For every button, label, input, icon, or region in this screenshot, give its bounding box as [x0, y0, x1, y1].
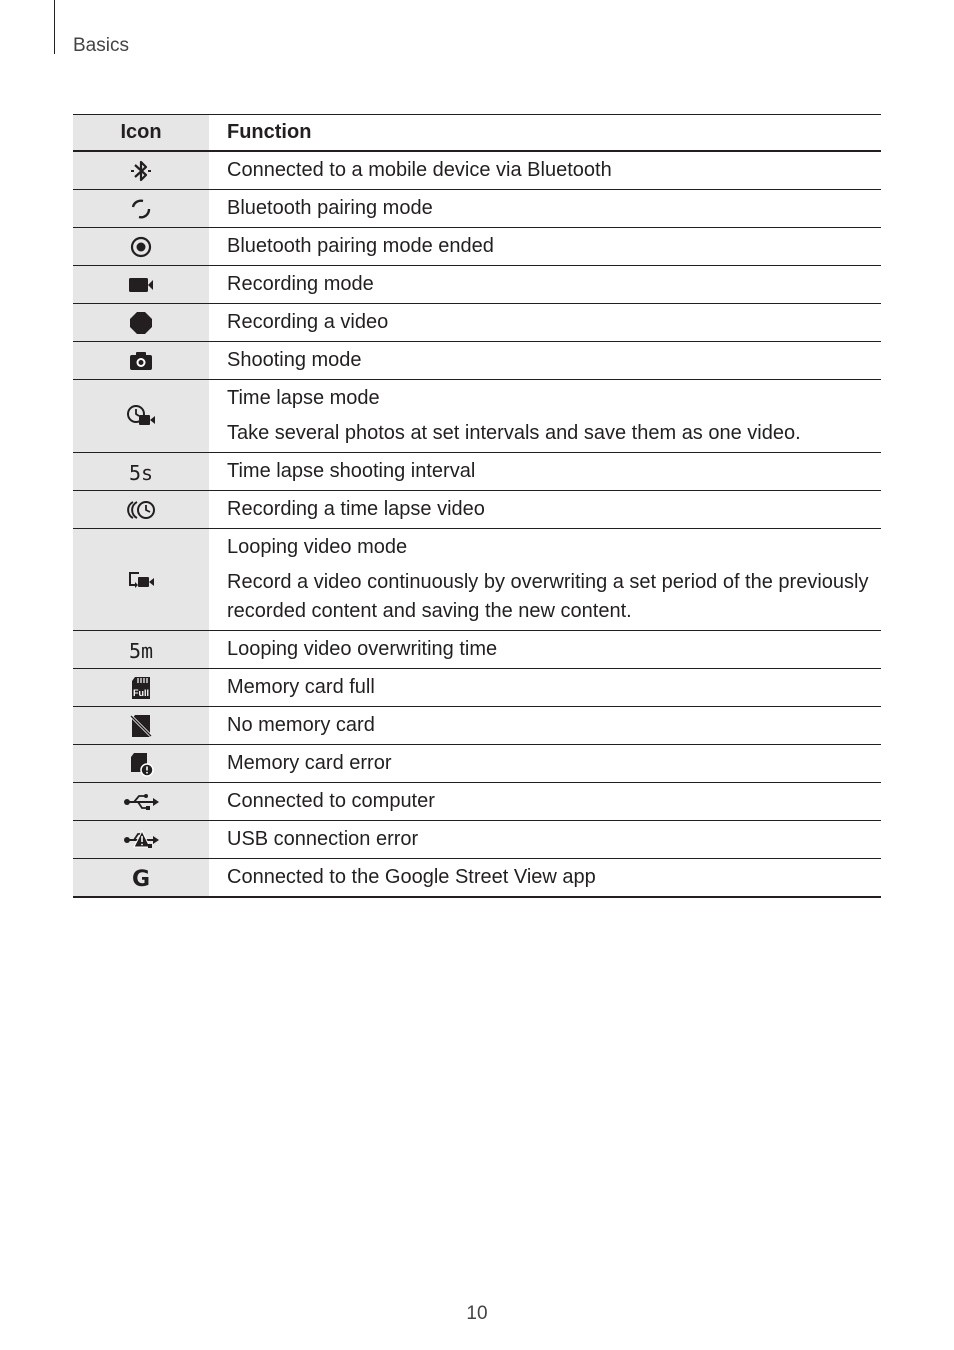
icon-cell — [73, 707, 209, 745]
table-header-row — [73, 115, 881, 152]
bluetooth-connected-icon — [127, 157, 155, 185]
function-cell — [209, 380, 881, 453]
table-row — [73, 821, 881, 859]
table-row — [73, 783, 881, 821]
icon-cell — [73, 669, 209, 707]
memory-card-error-icon — [127, 750, 155, 778]
bluetooth-pairing-ended-icon — [127, 233, 155, 261]
function-cell — [209, 266, 881, 304]
function-title: Recording a video — [227, 311, 389, 333]
function-title: Bluetooth pairing mode — [227, 197, 433, 219]
icon-cell — [73, 859, 209, 898]
interval-text: 5s — [128, 460, 154, 485]
page-number: 10 — [466, 1303, 488, 1324]
table-row — [73, 342, 881, 380]
function-title: Connected to computer — [227, 790, 435, 812]
icon-cell — [73, 453, 209, 491]
function-cell — [209, 707, 881, 745]
table-row — [73, 228, 881, 266]
table-row — [73, 266, 881, 304]
header-function: Function — [227, 121, 312, 143]
no-memory-card-icon — [127, 712, 155, 740]
function-title: Memory card full — [227, 676, 375, 698]
margin-rule — [54, 0, 55, 54]
table-row — [73, 631, 881, 669]
interval-5s-icon — [125, 458, 157, 486]
icon-cell — [73, 745, 209, 783]
function-title: Time lapse shooting interval — [227, 460, 476, 482]
icon-cell — [73, 821, 209, 859]
function-title: Connected to the Google Street View app — [227, 866, 596, 888]
table-row — [73, 453, 881, 491]
function-cell — [209, 631, 881, 669]
function-title: Memory card error — [227, 752, 392, 774]
camera-icon — [127, 347, 155, 375]
function-cell — [209, 859, 881, 898]
icon-cell — [73, 491, 209, 529]
section-label: Basics — [73, 35, 129, 56]
table-row — [73, 190, 881, 228]
usb-error-icon — [122, 826, 160, 854]
table-row — [73, 707, 881, 745]
function-cell — [209, 190, 881, 228]
icon-cell — [73, 342, 209, 380]
loop-time-text: 5m — [128, 638, 154, 663]
table-row — [73, 491, 881, 529]
card-full-text: Full — [133, 687, 149, 698]
icon-cell — [73, 631, 209, 669]
function-cell — [209, 453, 881, 491]
icon-cell — [73, 151, 209, 190]
table-row — [73, 859, 881, 898]
record-dot-icon — [127, 309, 155, 337]
memory-card-full-icon — [127, 674, 155, 702]
function-title: Recording mode — [227, 273, 374, 295]
icon-cell — [73, 529, 209, 631]
function-title: Looping video overwriting time — [227, 638, 498, 660]
header-icon: Icon — [73, 115, 209, 152]
video-camera-icon — [126, 271, 156, 299]
loop-5m-icon — [125, 636, 157, 664]
icon-cell — [73, 304, 209, 342]
google-g-text: G — [131, 866, 151, 892]
icon-cell — [73, 266, 209, 304]
function-cell — [209, 228, 881, 266]
time-lapse-icon — [125, 402, 157, 430]
table-row — [73, 529, 881, 631]
function-cell — [209, 669, 881, 707]
function-cell — [209, 491, 881, 529]
icon-cell — [73, 190, 209, 228]
function-title: Looping video mode — [227, 536, 408, 558]
function-cell — [209, 342, 881, 380]
function-cell — [209, 304, 881, 342]
function-title: Time lapse mode — [227, 387, 380, 409]
function-title: Bluetooth pairing mode ended — [227, 235, 494, 257]
function-description: Take several photos at set intervals and save them as one video. — [227, 422, 801, 444]
usb-icon — [122, 788, 160, 816]
google-g-icon — [127, 864, 155, 892]
icon-cell — [73, 380, 209, 453]
icon-table — [73, 114, 881, 898]
function-title: Shooting mode — [227, 349, 362, 371]
function-cell — [209, 783, 881, 821]
table-row — [73, 380, 881, 453]
function-title: No memory card — [227, 714, 375, 736]
icon-cell — [73, 783, 209, 821]
function-title: Connected to a mobile device via Bluetooth — [227, 159, 612, 181]
time-lapse-recording-icon — [124, 496, 158, 524]
function-cell — [209, 745, 881, 783]
table-row — [73, 151, 881, 190]
function-cell — [209, 821, 881, 859]
icon-cell — [73, 228, 209, 266]
function-title: Recording a time lapse video — [227, 498, 485, 520]
bluetooth-pairing-icon — [127, 195, 155, 223]
table-row — [73, 304, 881, 342]
table-row — [73, 745, 881, 783]
function-description: Record a video continuously by overwriting a set period of the previously recorded content and saving the new content. — [227, 571, 869, 622]
function-cell — [209, 529, 881, 631]
table-row — [73, 669, 881, 707]
looping-video-icon — [125, 566, 157, 594]
function-cell — [209, 151, 881, 190]
function-title: USB connection error — [227, 828, 419, 850]
